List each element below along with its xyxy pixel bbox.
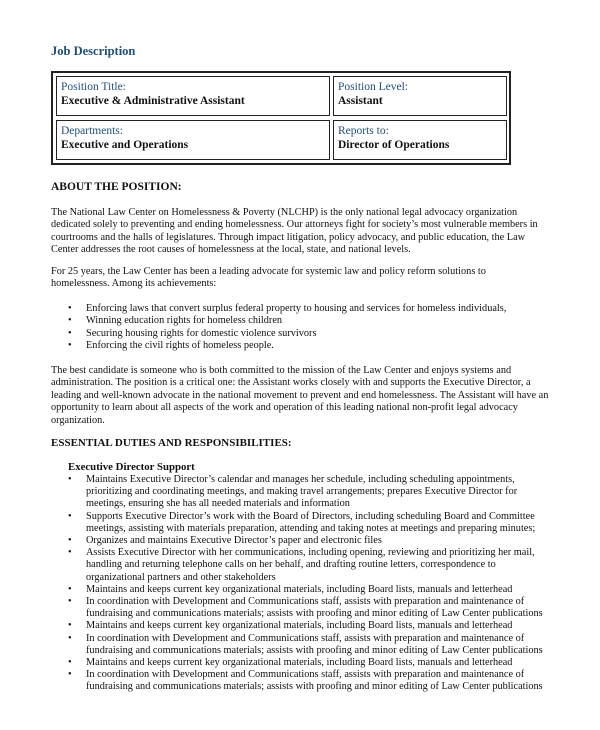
achievements-list — [51, 303, 546, 353]
reports-to-cell — [333, 120, 507, 160]
document-heading: Job Description — [51, 44, 136, 58]
list-item: • In coordination with Development and Communications staff, assists with preparation and maintenance of fundraising and communications materials; assists with proofing and minor editing of Law Center publications — [68, 632, 543, 656]
paragraph-line: The best candidate is someone who is both committed to the mission of the Law Center and enjoys systems and — [51, 365, 512, 376]
reports-to-label: Reports to: — [338, 125, 389, 137]
paragraph-line: The National Law Center on Homelessness & Poverty (NLCHP) is the only national legal advocacy organization — [51, 207, 518, 218]
position-title-cell — [56, 76, 330, 116]
list-item: • In coordination with Development and Communications staff, assists with preparation and maintenance of fundraising and communications materials; assists with proofing and minor editing of Law Center publications — [68, 669, 543, 693]
paragraph-line: organization. — [51, 414, 105, 426]
position-level-label: Position Level: — [338, 81, 408, 93]
list-item: • Organizes and maintains Executive Director’s paper and electronic files — [68, 535, 382, 547]
paragraph-line: leading and well-known advocate in the national movement to prevent and end homelessness. The Assistant will have an — [51, 389, 549, 401]
paragraph-line: courtrooms and the halls of legislatures. Through impact litigation, policy advocacy, and public education, the Law — [51, 231, 526, 243]
departments-label: Departments: — [61, 125, 123, 137]
list-item: • Maintains and keeps current key organizational materials, including Board lists, manuals and letterhead — [68, 620, 513, 632]
list-item: • Maintains and keeps current key organizational materials, including Board lists, manuals and letterhead — [68, 657, 513, 669]
duties-section-title: ESSENTIAL DUTIES AND RESPONSIBILITIES: — [51, 437, 292, 449]
list-item: • Enforcing the civil rights of homeless people. — [68, 340, 274, 352]
departments-value: Executive and Operations — [61, 139, 189, 151]
executive-director-support-subhead: Executive Director Support — [68, 461, 195, 473]
paragraph-line: opportunity to learn about all aspects of the work and operation of this leading national non-profit legal advocacy — [51, 402, 518, 414]
about-section-title: ABOUT THE POSITION: — [51, 181, 182, 193]
departments-cell — [56, 120, 330, 160]
about-paragraph-1 — [51, 207, 546, 257]
list-item: • Maintains and keeps current key organizational materials, including Board lists, manuals and letterhead — [68, 583, 513, 595]
paragraph-line: Center addresses the root causes of homelessness at the local, state, and national levels. — [51, 244, 411, 256]
list-item: • In coordination with Development and Communications staff, assists with preparation and maintenance of fundraising and communications materials; assists with proofing and minor editing of Law Center publications — [68, 596, 543, 620]
position-level-value: Assistant — [338, 95, 383, 107]
position-level-cell — [333, 76, 507, 116]
position-title-value: Executive & Administrative Assistant — [61, 95, 245, 107]
list-item: • Winning education rights for homeless children — [68, 315, 283, 327]
paragraph-line: administration. The position is a critical one: the Assistant works closely with and supports the Executive Director, a — [51, 377, 531, 389]
position-title-label: Position Title: — [61, 81, 126, 93]
reports-to-value: Director of Operations — [338, 139, 450, 151]
list-item: • Securing housing rights for domestic violence survivors — [68, 327, 317, 339]
list-item: • Enforcing laws that convert surplus federal property to housing and services for homeless individuals, — [68, 303, 507, 314]
list-item: • Maintains Executive Director’s calendar and manages her schedule, including scheduling appointments, prioritizing and coordinating meetings, and making travel arrangements; prepares Executive Director for meetings, ensuring she has all needed materials and information — [68, 474, 518, 510]
about-paragraph-2 — [51, 266, 546, 291]
paragraph-line: homelessness. Among its achievements: — [51, 278, 217, 290]
paragraph-line: dedicated solely to preventing and ending homelessness. Our attorneys fight for society’s most vulnerable members in — [51, 219, 538, 231]
position-info-table — [51, 71, 511, 165]
about-paragraph-3 — [51, 365, 549, 427]
list-item: • Supports Executive Director’s work with the Board of Directors, including scheduling Board and Committee meetings, assisting with materials preparation, attending and taking notes at meetings and preparing minutes; — [68, 510, 536, 534]
list-item: • Assists Executive Director with her communications, including opening, reviewing and prioritizing her mail, handling and returning telephone calls on her behalf, and drafting routine letters, correspondence to organizational partners and other stakeholders — [68, 547, 535, 583]
paragraph-line: For 25 years, the Law Center has been a leading advocate for systemic law and policy reform solutions to — [51, 266, 486, 277]
duties-list — [51, 474, 551, 694]
